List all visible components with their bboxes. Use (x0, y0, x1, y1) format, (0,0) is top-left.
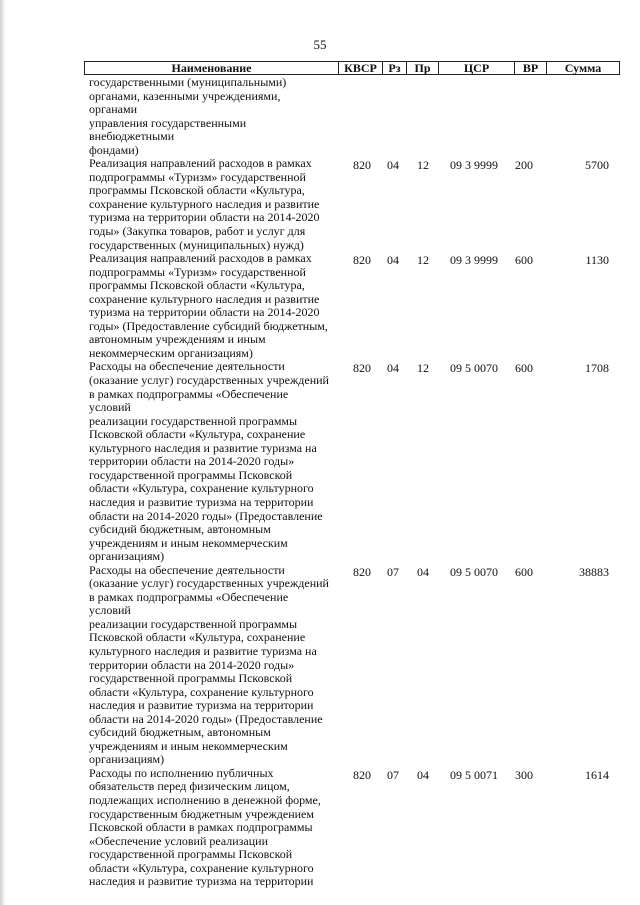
row-kvsr: 820 (353, 767, 371, 782)
row-csr: 09 3 9999 (450, 253, 498, 268)
row-csr: 09 5 0070 (450, 361, 498, 376)
row-vr: 300 (515, 767, 533, 782)
header-sum: Сумма (546, 62, 619, 74)
row-vr: 200 (515, 158, 533, 173)
row-csr: 09 3 9999 (450, 158, 498, 173)
table-body (89, 76, 620, 889)
row-kvsr: 820 (353, 564, 371, 579)
scan-edge-shadow (0, 0, 6, 905)
row-rz: 04 (387, 253, 399, 268)
row-kvsr: 820 (353, 253, 371, 268)
table-row (89, 564, 620, 767)
row-csr: 09 5 0071 (450, 767, 498, 782)
row-vr: 600 (515, 253, 533, 268)
row-name: Реализация направлений расходов в рамках подпрограммы «Туризм» государственной программы Псковской области «Культура, сохранение культурного наследия и развитие туризма на территории области на 2014-2020 годы» (Закупка товаров, работ и услуг для государственных (муниципальных) нужд) (89, 156, 320, 252)
table-row (89, 76, 620, 157)
row-sum: 1130 (585, 253, 609, 268)
table-row (89, 767, 620, 889)
row-kvsr: 820 (353, 158, 371, 173)
header-rz: Рз (382, 62, 406, 74)
row-rz: 04 (387, 361, 399, 376)
row-vr: 600 (515, 361, 533, 376)
row-sum: 1708 (585, 361, 609, 376)
header-vr: ВР (514, 62, 546, 74)
row-sum: 38883 (579, 564, 609, 579)
row-rz: 07 (387, 767, 399, 782)
row-sum: 1614 (585, 767, 609, 782)
row-rz: 07 (387, 564, 399, 579)
row-sum: 5700 (585, 158, 609, 173)
page-number: 55 (313, 37, 327, 52)
row-rz: 04 (387, 158, 399, 173)
row-csr: 09 5 0070 (450, 564, 498, 579)
row-name: государственными (муниципальными) органами, казенными учреждениями, органами управления государственными внебюджетными фондами) (89, 75, 287, 157)
header-csr: ЦСР (438, 62, 514, 74)
row-pr: 04 (417, 767, 429, 782)
header-name: Наименование (171, 61, 252, 75)
row-vr: 600 (515, 564, 533, 579)
row-pr: 12 (417, 253, 429, 268)
table-row (89, 252, 620, 360)
row-pr: 04 (417, 564, 429, 579)
row-name: Реализация направлений расходов в рамках подпрограммы «Туризм» государственной программы Псковской области «Культура, сохранение культурного наследия и развитие туризма на территории области на 2014-2020 годы» (Предоставление субсидий бюджетным, автономным учреждениям и иным некоммерческим организациям) (89, 251, 328, 360)
row-pr: 12 (417, 158, 429, 173)
row-kvsr: 820 (353, 361, 371, 376)
row-pr: 12 (417, 361, 429, 376)
row-name: Расходы по исполнению публичных обязательств перед физическим лицом, подлежащих исполнению в денежной форме, государственным бюджетным учреждением Псковской области в рамках подпрограммы «Обеспечение условий реализации государственной программы Псковской области «Культура, сохранение культурного наследия и развитие туризма на территории (89, 765, 321, 889)
table-row (89, 360, 620, 563)
header-kvsr: КВСР (338, 62, 382, 74)
row-name: Расходы на обеспечение деятельности (оказание услуг) государственных учреждений в рамках подпрограммы «Обеспечение условий реализации государственной программы Псковской области «Культура, сохранение культурного наследия и развитие туризма на территории области на 2014-2020 годы» государственной программы Псковской области «Культура, сохранение культурного наследия и развитие туризма на территории области на 2014-2020 годы» (Предоставление субсидий бюджетным, автономным учреждениям и иным некоммерческим организациям) (89, 359, 329, 564)
table-row (89, 157, 620, 252)
row-name: Расходы на обеспечение деятельности (оказание услуг) государственных учреждений в рамках подпрограммы «Обеспечение условий реализации государственной программы Псковской области «Культура, сохранение культурного наследия и развитие туризма на территории области на 2014-2020 годы» государственной программы Псковской области «Культура, сохранение культурного наследия и развитие туризма на территории области на 2014-2020 годы» (Предоставление субсидий бюджетным, автономным учреждениям и иным некоммерческим организациям) (89, 562, 329, 767)
table-header (84, 61, 620, 75)
header-pr: Пр (406, 62, 438, 74)
